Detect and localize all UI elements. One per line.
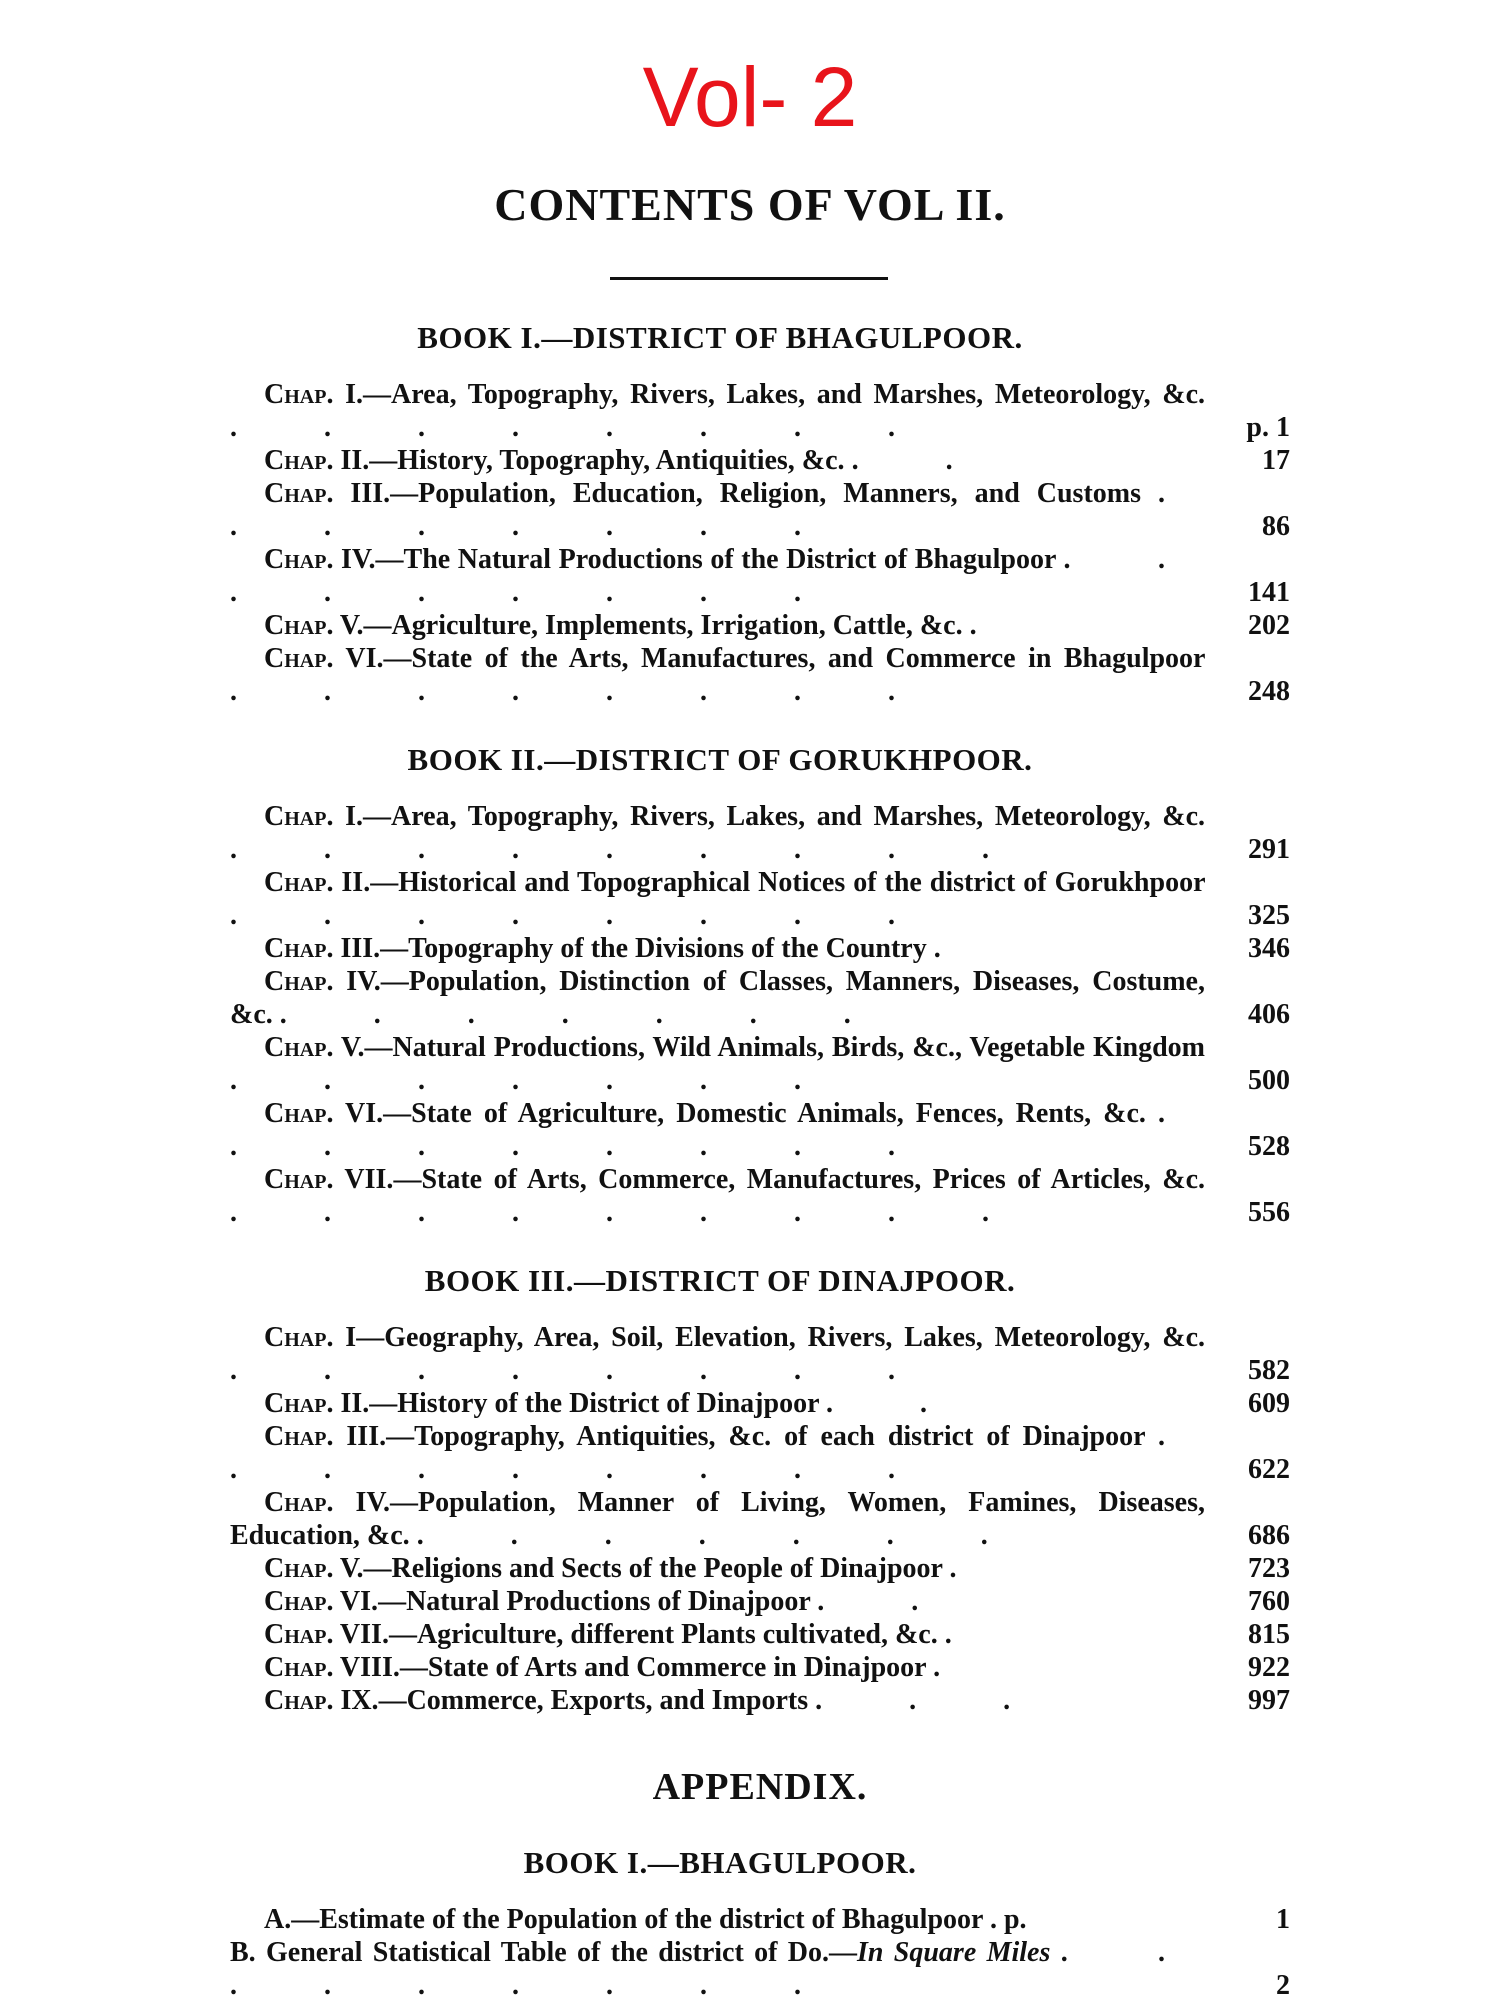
page-title: CONTENTS OF VOL II. [494,179,1006,230]
page-number: 141 [1248,577,1290,608]
chapter-label: Chap. II. [264,1388,370,1419]
chapter-label: Chap. III. [264,478,391,509]
chapter-label: Chap. IV. [264,544,376,575]
appendix-entry: A.—Estimate of the Population of the district of Bhagulpoor . p. 1 [264,1904,1290,1935]
toc-entry: Chap. VIII.—State of Arts and Commerce in Dinajpoor . 922 [264,1652,1290,1683]
chapter-label: Chap. VI. [264,1586,379,1617]
page-number: 622 [1248,1454,1290,1485]
toc-entry: Chap. I.—Area, Topography, Rivers, Lakes, and Marshes, Meteorology, &c. . . . . . . . . p. 1 [230,379,1290,443]
chapter-title: —Population, Education, Religion, Manners, and Customs [390,478,1141,509]
chapter-label: Chap. IX. [264,1685,379,1716]
page-number: 86 [1262,511,1290,542]
chapter-title: —History of the District of Dinajpoor [369,1388,819,1419]
chapter-title: —Area, Topography, Rivers, Lakes, and Marshes, Meteorology, &c. [363,379,1205,410]
page-number: 723 [1248,1553,1290,1584]
chapter-title: —Geography, Area, Soil, Elevation, Rivers, Lakes, Meteorology, &c. [356,1322,1205,1353]
volume-label: Vol- 2 [642,50,858,144]
chapter-title: —Topography of the Divisions of the Country [380,933,927,964]
page-number: 556 [1248,1197,1290,1228]
page-number: 582 [1248,1355,1290,1386]
page-number: 922 [1248,1652,1290,1683]
appendix-label: B. [230,1937,256,1968]
page-number: 686 [1248,1520,1290,1551]
appendix-entry: B. General Statistical Table of the district of Do.—In Square Miles . . . . . . . . . 2 [230,1937,1290,2001]
toc-entry: Chap. V.—Religions and Sects of the People of Dinajpoor . 723 [264,1553,1290,1584]
toc-entry: Chap. II.—History, Topography, Antiquities, &c. . . 17 [264,445,1290,476]
toc-entry: Chap. I—Geography, Area, Soil, Elevation, Rivers, Lakes, Meteorology, &c. . . . . . . . . 582 [230,1322,1290,1386]
toc-entry: Chap. VI.—State of the Arts, Manufactures, and Commerce in Bhagulpoor . . . . . . . . 248 [230,643,1290,707]
book-heading: BOOK I.—DISTRICT OF BHAGULPOOR. [417,320,1023,355]
toc-entry: Chap. VII.—Agriculture, different Plants cultivated, &c. . 815 [264,1619,1290,1650]
page-number: 2 [1276,1970,1290,2001]
appendix-entry-italic: In Square Miles [857,1937,1051,1968]
appendix-book-heading: BOOK I.—BHAGULPOOR. [523,1845,917,1880]
chapter-label: Chap. IV. [264,966,381,997]
toc-entry: Chap. III.—Population, Education, Religion, Manners, and Customs . . . . . . . . 86 [230,478,1290,542]
chapter-title: —Agriculture, different Plants cultivated, &c. [388,1619,938,1650]
book-heading: BOOK III.—DISTRICT OF DINAJPOOR. [424,1263,1016,1298]
chapter-label: Chap. I. [264,801,363,832]
appendix-entry-title: General Statistical Table of the district of Do.— [255,1937,857,1968]
toc-entry: Chap. VI.—State of Agriculture, Domestic Animals, Fences, Rents, &c. . . . . . . . . . 528 [230,1098,1290,1162]
chapter-title: —Area, Topography, Rivers, Lakes, and Marshes, Meteorology, &c. [363,801,1205,832]
chapter-label: Chap. I. [264,379,363,410]
chapter-label: Chap. IV. [264,1487,390,1518]
chapter-title: —State of Arts, Commerce, Manufactures, Prices of Articles, &c. [393,1164,1205,1195]
contents-body [230,320,1290,2002]
chapter-label: Chap. V. [264,1553,364,1584]
toc-entry: Chap. III.—Topography of the Divisions of the Country . 346 [264,933,1290,964]
toc-entry: Chap. IV.—Population, Manner of Living, Women, Famines, Diseases, Education, &c. . . . . . . . 686 [230,1487,1290,1551]
chapter-title: —The Natural Productions of the District of Bhagulpoor [375,544,1056,575]
chapter-title: —State of Agriculture, Domestic Animals, Fences, Rents, &c. [383,1098,1146,1129]
page-number: 406 [1248,999,1290,1030]
page-number: 528 [1248,1131,1290,1162]
toc-entry: Chap. II.—History of the District of Dinajpoor . . 609 [264,1388,1290,1419]
appendix-title: APPENDIX. [652,1766,868,1808]
chapter-title: —Agriculture, Implements, Irrigation, Cattle, &c. [363,610,963,641]
page-number: 17 [1262,445,1290,476]
toc-entry: Chap. V.—Natural Productions, Wild Animals, Birds, &c., Vegetable Kingdom . . . . . . . 500 [230,1032,1290,1096]
chapter-label: Chap. VIII. [264,1652,400,1683]
toc-entry: Chap. V.—Agriculture, Implements, Irrigation, Cattle, &c. . 202 [264,610,1290,641]
chapter-label: Chap. VII. [264,1164,394,1195]
page-number: 609 [1248,1388,1290,1419]
chapter-label: Chap. VI. [264,643,384,674]
toc-entry: Chap. III.—Topography, Antiquities, &c. of each district of Dinajpoor . . . . . . . . . 622 [230,1421,1290,1485]
toc-entry: Chap. VII.—State of Arts, Commerce, Manufactures, Prices of Articles, &c. . . . . . . . . . 556 [230,1164,1290,1228]
chapter-title: —State of Arts and Commerce in Dinajpoor [399,1652,927,1683]
chapter-title: —Natural Productions, Wild Animals, Birds, &c., Vegetable Kingdom [364,1032,1206,1063]
chapter-title: —Historical and Topographical Notices of the district of Gorukhpoor [370,867,1205,898]
page-number: p. 1 [1246,412,1290,443]
toc-entry: Chap. IV.—Population, Distinction of Classes, Manners, Diseases, Costume, &c. . . . . . . . 406 [230,966,1290,1030]
toc-entry: Chap. IV.—The Natural Productions of the District of Bhagulpoor . . . . . . . . . 141 [230,544,1290,608]
chapter-label: Chap. I [264,1322,357,1353]
page-number: 325 [1248,900,1290,931]
chapter-label: Chap. VI. [264,1098,384,1129]
toc-entry: Chap. VI.—Natural Productions of Dinajpoor . . 760 [264,1586,1290,1617]
page-prefix: p. [1003,1904,1027,1935]
chapter-title: —Topography, Antiquities, &c. of each district of Dinajpoor [386,1421,1146,1452]
chapter-label: Chap. V. [264,610,364,641]
page-number: 997 [1248,1685,1290,1716]
chapter-title: —Commerce, Exports, and Imports [378,1685,809,1716]
toc-entry: Chap. II.—Historical and Topographical Notices of the district of Gorukhpoor . . . . . . . . 325 [230,867,1290,931]
chapter-title: —Population, Distinction of Classes, Manners, Diseases, Costume, &c. [230,966,1205,1030]
chapter-label: Chap. II. [264,867,371,898]
chapter-label: Chap. III. [264,933,381,964]
page-number: 346 [1248,933,1290,964]
chapter-title: —Natural Productions of Dinajpoor [378,1586,811,1617]
chapter-label: Chap. III. [264,1421,387,1452]
chapter-title: —Population, Manner of Living, Women, Famines, Diseases, Education, &c. [230,1487,1205,1551]
chapter-title: —History, Topography, Antiquities, &c. [369,445,845,476]
chapter-label: Chap. VII. [264,1619,389,1650]
page-number: 760 [1248,1586,1290,1617]
chapter-title: —State of the Arts, Manufactures, and Commerce in Bhagulpoor [383,643,1205,674]
toc-entry: Chap. IX.—Commerce, Exports, and Imports . . . 997 [264,1685,1290,1716]
page-number: 291 [1248,834,1290,865]
title-rule [610,277,888,280]
book-heading: BOOK II.—DISTRICT OF GORUKHPOOR. [407,742,1033,777]
chapter-label: Chap. II. [264,445,370,476]
chapter-label: Chap. V. [264,1032,365,1063]
chapter-title: —Religions and Sects of the People of Dinajpoor [363,1553,943,1584]
appendix-entry-title: —Estimate of the Population of the district of Bhagulpoor [291,1904,983,1935]
page-number: 815 [1248,1619,1290,1650]
page-number: 1 [1276,1904,1290,1935]
appendix-label: A. [264,1904,292,1935]
toc-entry: Chap. I.—Area, Topography, Rivers, Lakes, and Marshes, Meteorology, &c. . . . . . . . . . 291 [230,801,1290,865]
page-number: 202 [1248,610,1290,641]
page-number: 248 [1248,676,1290,707]
page-number: 500 [1248,1065,1290,1096]
